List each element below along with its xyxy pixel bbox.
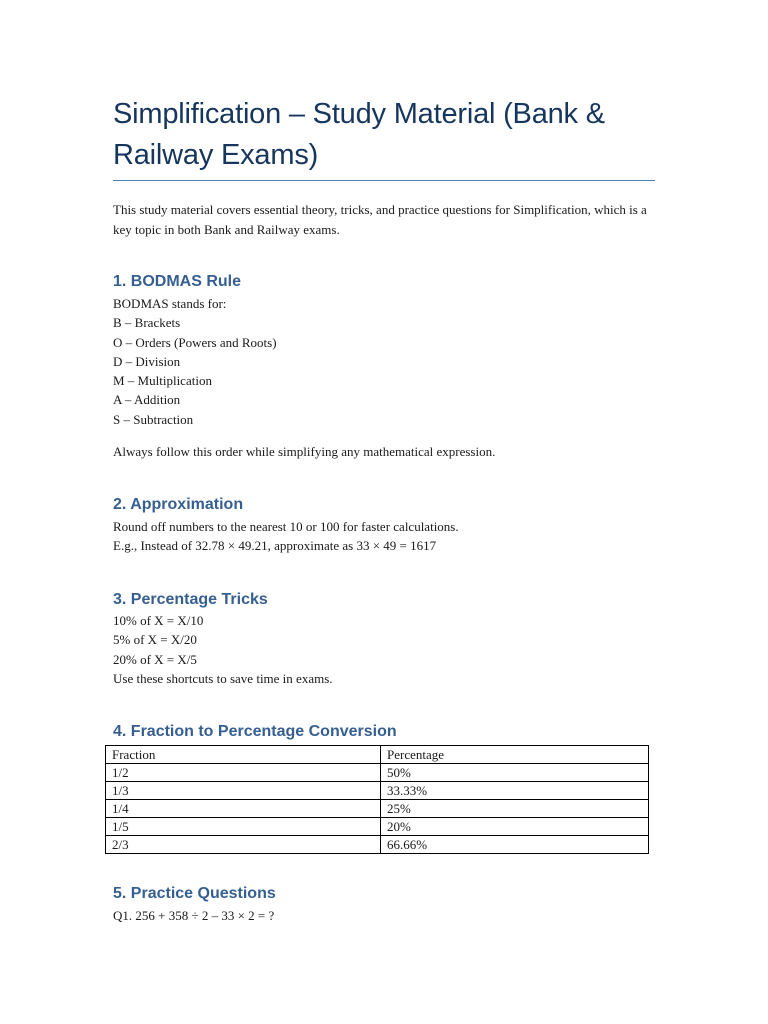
percentage-cell: 66.66% (381, 836, 649, 854)
bodmas-line: D – Division (113, 353, 181, 369)
percentage-line: Use these shortcuts to save time in exams. (113, 670, 333, 686)
conversion-table (105, 745, 649, 854)
practice-question: Q1. 256 + 358 ÷ 2 – 33 × 2 = ? (113, 908, 275, 923)
percentage-line: 5% of X = X/20 (113, 632, 197, 648)
approximation-line: Round off numbers to the nearest 10 or 100 for faster calculations. (113, 519, 459, 534)
percentage-cell: 50% (381, 764, 649, 782)
section-heading-approximation: 2. Approximation (113, 496, 244, 513)
fraction-cell: 1/4 (106, 800, 381, 818)
percentage-line: 20% of X = X/5 (113, 651, 197, 667)
bodmas-line: A – Addition (113, 392, 181, 408)
section-heading-percentage: 3. Percentage Tricks (113, 591, 268, 608)
percentage-list (113, 611, 333, 688)
percentage-cell: 33.33% (381, 782, 649, 800)
practice-list (113, 906, 274, 925)
intro-paragraph: This study material covers essential theory, tricks, and practice questions for Simplification, which is a key topic in both Bank and Railway exams. (113, 202, 647, 237)
table-row (106, 836, 649, 854)
table-row (106, 764, 649, 782)
approximation-line: E.g., Instead of 32.78 × 49.21, approximate as 33 × 49 = 1617 (113, 538, 437, 554)
fraction-cell: 2/3 (106, 836, 381, 854)
fraction-cell: 1/3 (106, 782, 381, 800)
approximation-list (113, 517, 459, 556)
table-header-percentage: Percentage (381, 746, 649, 764)
percentage-line: 10% of X = X/10 (113, 613, 204, 628)
percentage-cell: 20% (381, 818, 649, 836)
bodmas-list (113, 294, 277, 429)
bodmas-line: B – Brackets (113, 315, 181, 331)
table-header-fraction: Fraction (106, 746, 381, 764)
bodmas-note: Always follow this order while simplifying any mathematical expression. (113, 444, 496, 459)
fraction-cell: 1/2 (106, 764, 381, 782)
section-heading-bodmas: 1. BODMAS Rule (113, 273, 242, 290)
bodmas-line: S – Subtraction (113, 411, 194, 427)
bodmas-line: O – Orders (Powers and Roots) (113, 334, 277, 350)
section-heading-practice: 5. Practice Questions (113, 885, 276, 902)
bodmas-line: BODMAS stands for: (113, 296, 227, 311)
document-title: Simplification – Study Material (Bank & Railway Exams) (113, 98, 605, 171)
table-row (106, 782, 649, 800)
table-header-row (106, 746, 649, 764)
table-row (106, 800, 649, 818)
percentage-cell: 25% (381, 800, 649, 818)
fraction-cell: 1/5 (106, 818, 381, 836)
title-divider (113, 180, 655, 181)
table-row (106, 818, 649, 836)
bodmas-line: M – Multiplication (113, 373, 212, 389)
section-heading-conversion: 4. Fraction to Percentage Conversion (113, 723, 397, 740)
